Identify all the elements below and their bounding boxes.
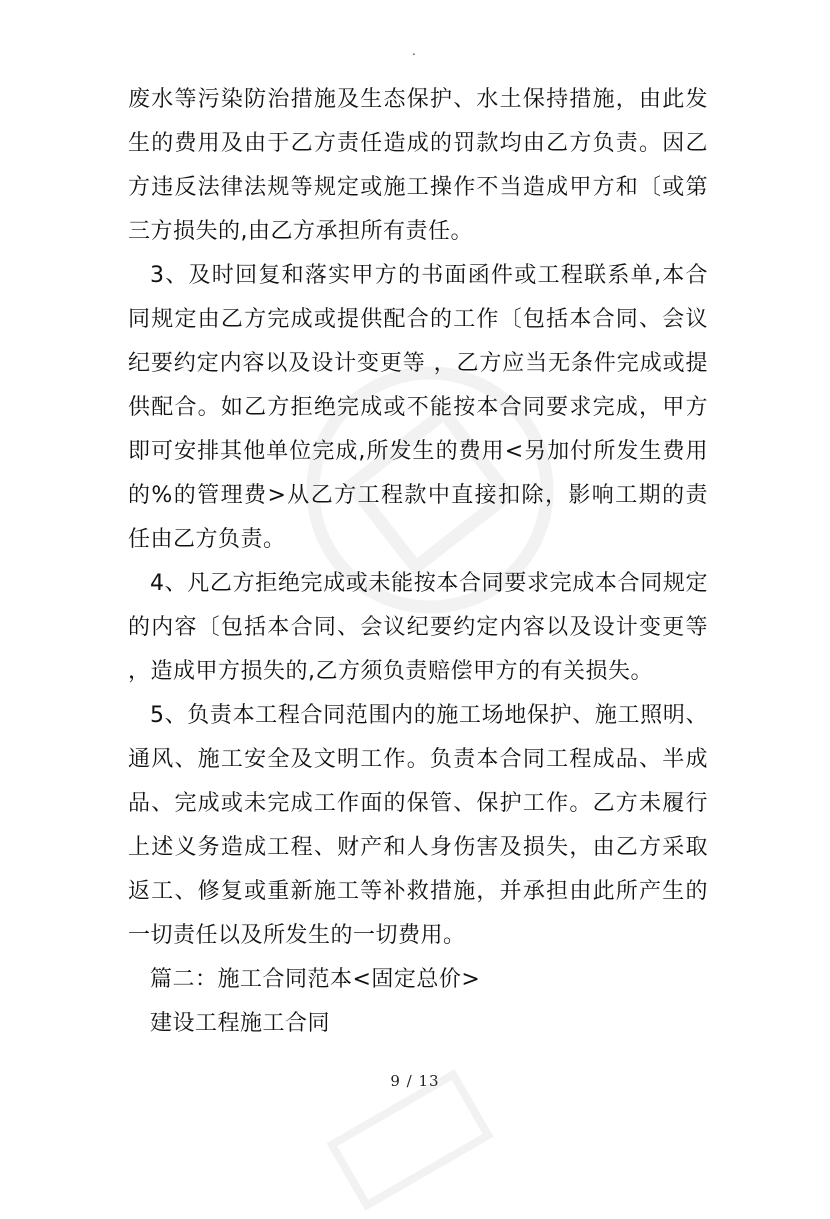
page-number: 9 / 13 [390, 1072, 440, 1090]
document-title: 建设工程施工合同 [150, 1011, 331, 1036]
header-mark: . [412, 44, 416, 58]
document-body [128, 78, 708, 1046]
paragraph-item-4: 4、凡乙方拒绝完成或未能按本合同要求完成本合同规定的内容〔包括本合同、会议纪要约定内容以及设计变更等 ，造成甲方损失的,乙方须负责赔偿甲方的有关损失。 [128, 571, 708, 684]
paragraph-item-5: 5、负责本工程合同范围内的施工场地保护、施工照明、通风、施工安全及文明工作。负责本合同工程成品、半成品、完成或未完成工作面的保管、保护工作。乙方未履行上述义务造成工程、财产和人身伤害及损失，由乙方采取返工、修复或重新施工等补救措施，并承担由此所产生的一切责任以及所发生的一切费用。 [128, 703, 708, 948]
paragraph-item-3: 3、及时回复和落实甲方的书面函件或工程联系单,本合同规定由乙方完成或提供配合的工作〔包括本合同、会议纪要约定内容以及设计变更等 ，乙方应当无条件完成或提供配合。如乙方拒绝完成或不能按本合同要求完成，甲方即可安排其他单位完成,所发生的费用<另加付所发生费用的%的管理费>从乙方工程款中直接扣除，影响工期的责任由乙方负责。 [128, 263, 708, 552]
section-heading: 篇二：施工合同范本<固定总价> [150, 967, 481, 992]
paragraph-continued: 废水等污染防治措施及生态保护、水土保持措施，由此发生的费用及由于乙方责任造成的罚款均由乙方负责。因乙方违反法律法规等规定或施工操作不当造成甲方和〔或第三方损失的,由乙方承担所有责任。 [128, 87, 708, 244]
